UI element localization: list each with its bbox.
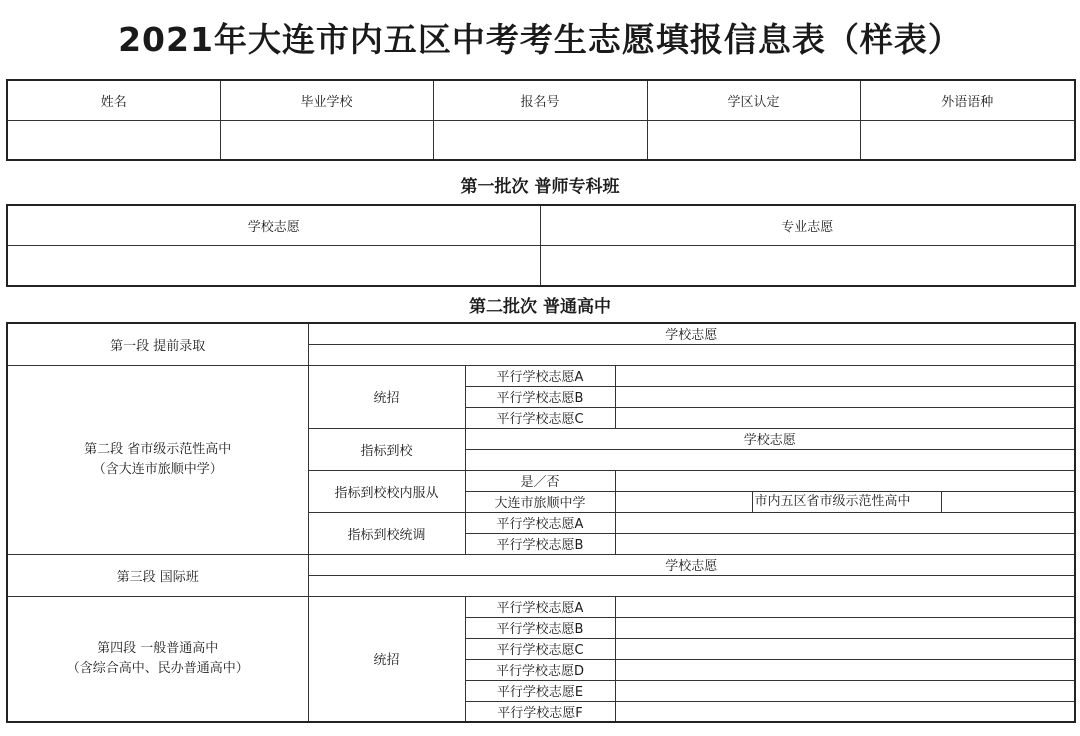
seg4-parallel-field-b[interactable] — [615, 617, 1075, 638]
seg2-tongdiao-label: 指标到校统调 — [308, 512, 465, 554]
seg1-school-choice-field[interactable] — [308, 344, 1075, 365]
header-graduate-school: 毕业学校 — [220, 80, 433, 120]
seg2-parallel-label-c: 平行学校志愿C — [465, 407, 615, 428]
name-field[interactable] — [7, 120, 220, 160]
seg2-label-line2: （含大连市旅顺中学） — [92, 461, 223, 477]
seg4-parallel-field-c[interactable] — [615, 638, 1075, 659]
batch1-school-choice-field[interactable] — [7, 245, 540, 286]
header-school-district: 学区认定 — [647, 80, 860, 120]
seg4-parallel-label-c: 平行学校志愿C — [465, 638, 615, 659]
header-registration-number: 报名号 — [433, 80, 647, 120]
batch2-table — [6, 322, 1076, 723]
seg4-parallel-label-e: 平行学校志愿E — [465, 680, 615, 701]
seg2-tongzhao-label: 统招 — [308, 365, 465, 428]
seg4-parallel-field-f[interactable] — [615, 701, 1075, 722]
registration-number-field[interactable] — [433, 120, 647, 160]
seg2-lvshun-label: 大连市旅顺中学 — [465, 491, 615, 512]
header-foreign-language: 外语语种 — [860, 80, 1075, 120]
seg4-parallel-label-f: 平行学校志愿F — [465, 701, 615, 722]
seg2-lvshun-field[interactable] — [615, 491, 1075, 512]
student-info-table — [6, 79, 1076, 161]
seg2-label-line1: 第二段 省市级示范性高中 — [84, 441, 232, 457]
seg4-label-line1: 第四段 一般普通高中 — [97, 640, 219, 656]
batch1-major-choice-field[interactable] — [540, 245, 1075, 286]
seg4-parallel-label-b: 平行学校志愿B — [465, 617, 615, 638]
seg2-tongdiao-label-a: 平行学校志愿A — [465, 512, 615, 533]
seg2-district-model-label: 市内五区省市级示范性高中 — [752, 491, 942, 512]
seg4-parallel-label-a: 平行学校志愿A — [465, 596, 615, 617]
batch1-school-choice-header: 学校志愿 — [7, 205, 540, 245]
seg4-label-line2: （含综合高中、民办普通高中） — [66, 660, 249, 676]
batch1-heading: 第一批次 普师专科班 — [460, 177, 620, 197]
seg3-label: 第三段 国际班 — [7, 554, 308, 596]
seg4-parallel-field-a[interactable] — [615, 596, 1075, 617]
seg2-parallel-field-c[interactable] — [615, 407, 1075, 428]
seg2-parallel-label-a: 平行学校志愿A — [465, 365, 615, 386]
page-title: 2021年大连市内五区中考考生志愿填报信息表（样表） — [118, 20, 962, 59]
seg2-zhibiao-school-choice-header: 学校志愿 — [465, 428, 1075, 449]
seg4-parallel-field-d[interactable] — [615, 659, 1075, 680]
seg2-tongdiao-field-a[interactable] — [615, 512, 1075, 533]
seg1-label: 第一段 提前录取 — [7, 323, 308, 365]
seg3-school-choice-field[interactable] — [308, 575, 1075, 596]
batch1-table — [6, 204, 1076, 287]
batch2-heading: 第二批次 普通高中 — [469, 297, 611, 317]
seg2-parallel-field-b[interactable] — [615, 386, 1075, 407]
seg2-tongdiao-field-b[interactable] — [615, 533, 1075, 554]
seg4-parallel-field-e[interactable] — [615, 680, 1075, 701]
seg2-yes-no-label: 是／否 — [465, 470, 615, 491]
seg2-label — [7, 365, 308, 554]
seg4-parallel-label-d: 平行学校志愿D — [465, 659, 615, 680]
seg2-parallel-field-a[interactable] — [615, 365, 1075, 386]
seg1-school-choice-header: 学校志愿 — [308, 323, 1075, 344]
batch1-major-choice-header: 专业志愿 — [540, 205, 1075, 245]
graduate-school-field[interactable] — [220, 120, 433, 160]
seg2-zhibiao-school-choice-field[interactable] — [465, 449, 1075, 470]
school-district-field[interactable] — [647, 120, 860, 160]
seg2-yes-no-field[interactable] — [615, 470, 1075, 491]
header-name: 姓名 — [7, 80, 220, 120]
seg2-tongdiao-label-b: 平行学校志愿B — [465, 533, 615, 554]
seg4-label — [7, 596, 308, 722]
seg2-parallel-label-b: 平行学校志愿B — [465, 386, 615, 407]
seg4-tongzhao-label: 统招 — [308, 596, 465, 722]
seg3-school-choice-header: 学校志愿 — [308, 554, 1075, 575]
foreign-language-field[interactable] — [860, 120, 1075, 160]
seg2-fucong-label: 指标到校校内服从 — [308, 470, 465, 512]
seg2-zhibiao-label: 指标到校 — [308, 428, 465, 470]
